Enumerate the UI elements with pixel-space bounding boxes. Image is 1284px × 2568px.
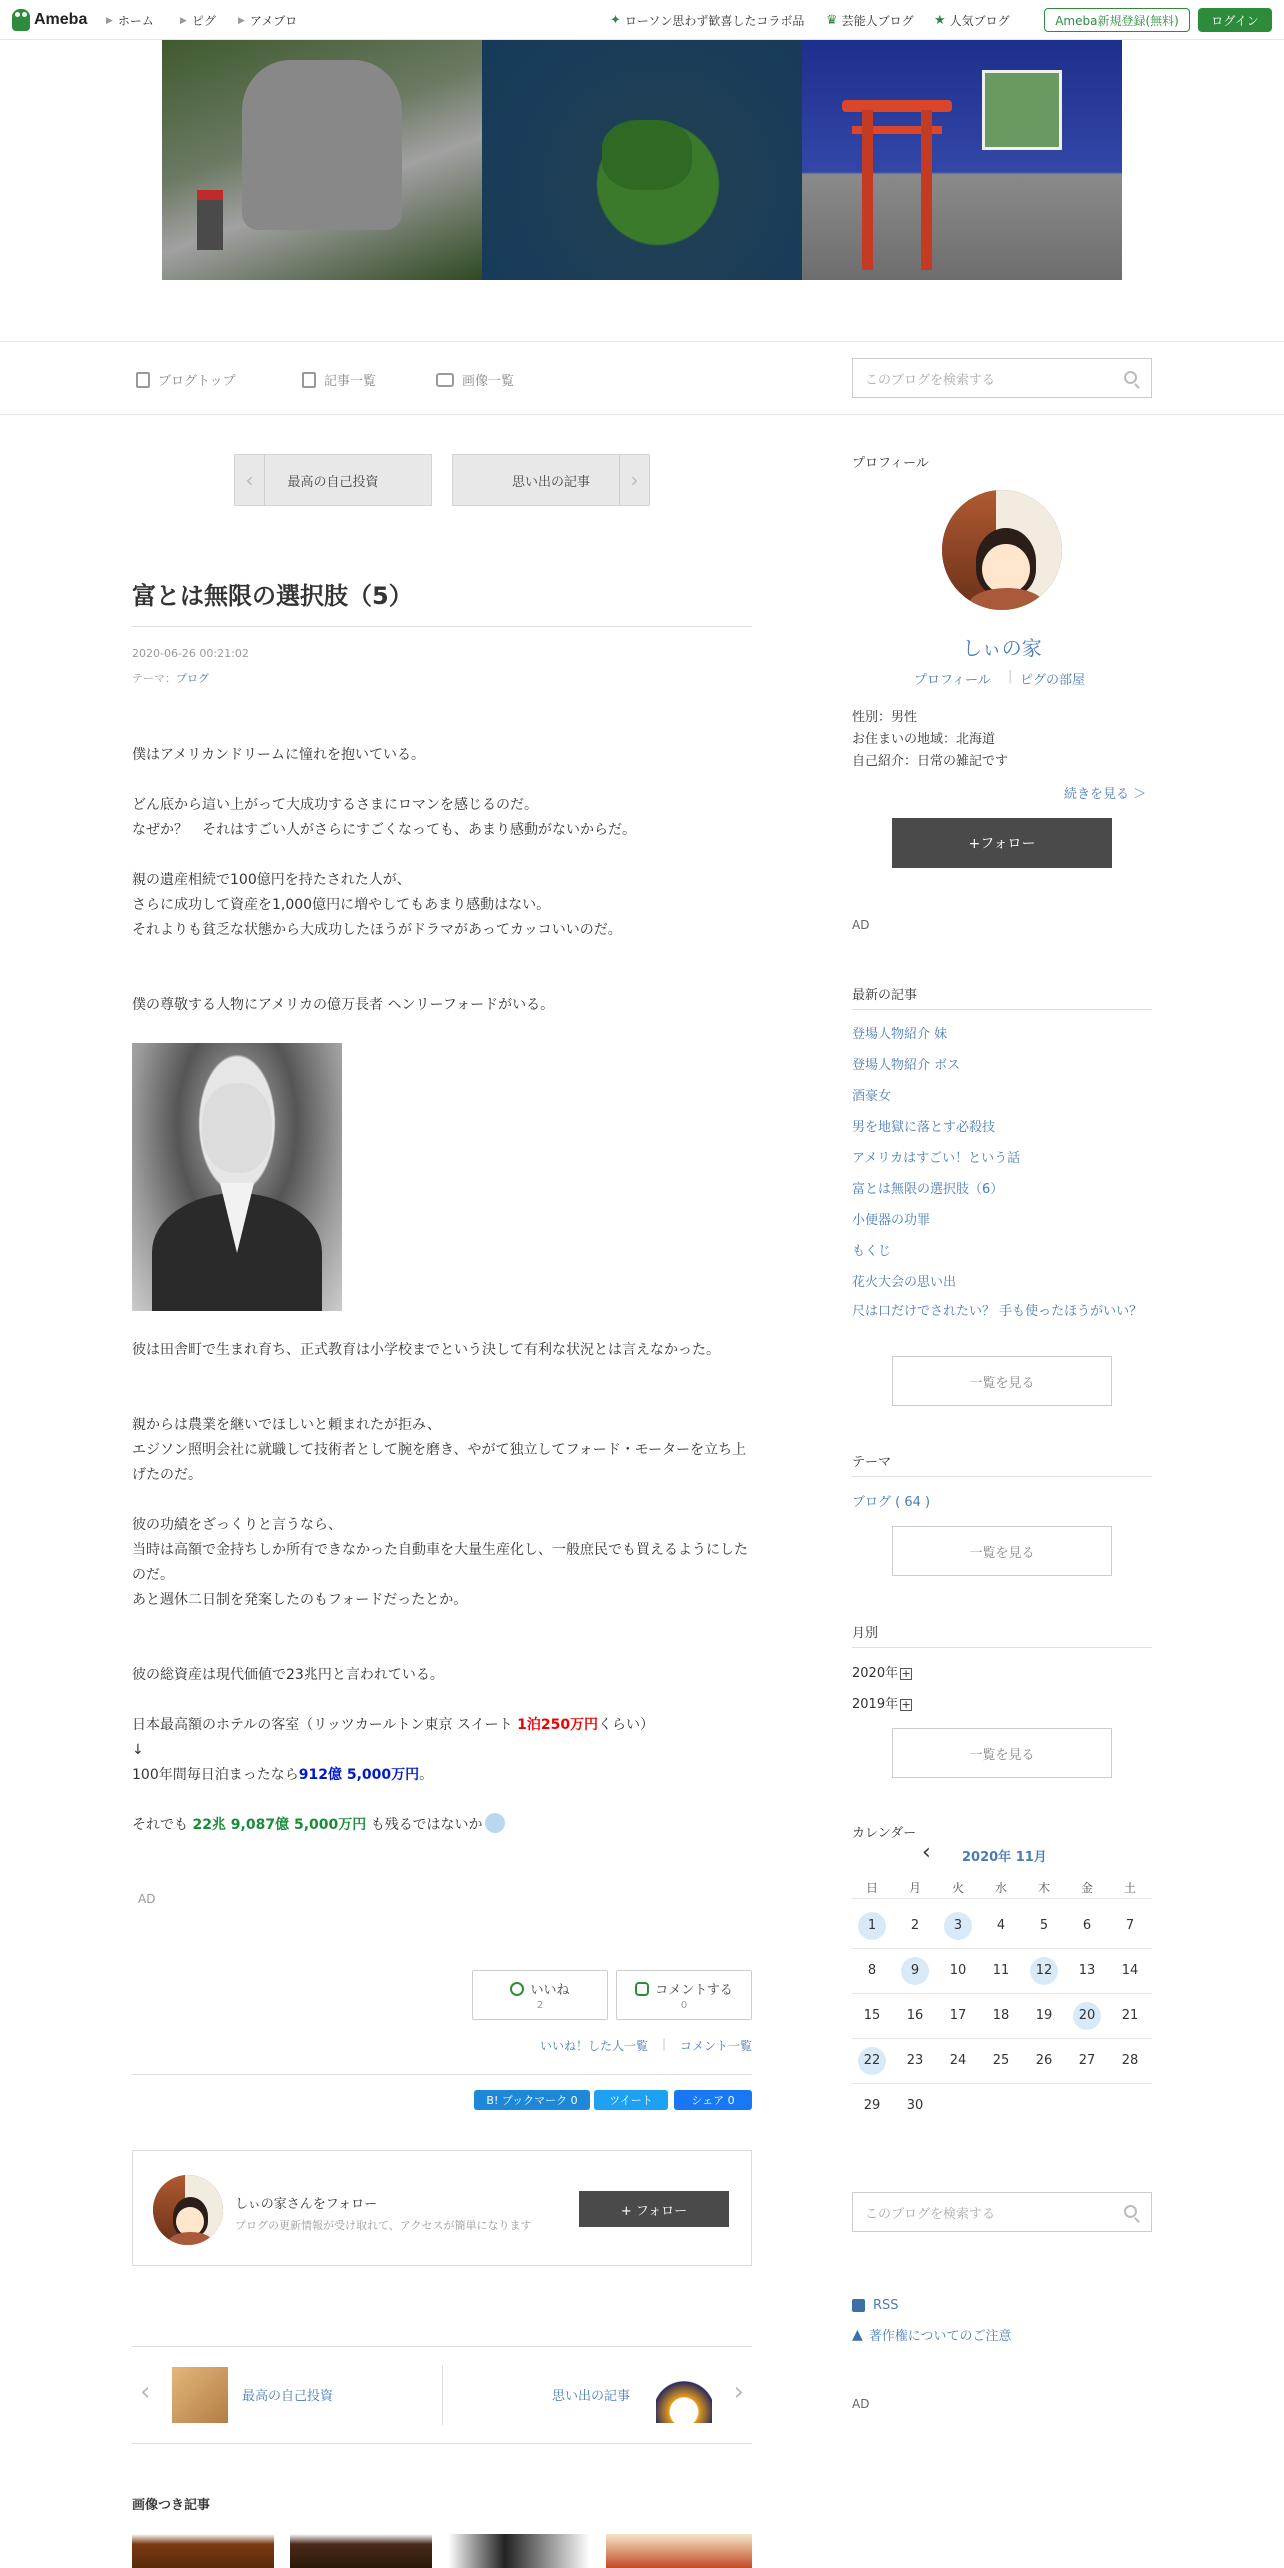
recent-article-link[interactable]: 富とは無限の選択肢（6） [852, 1182, 1004, 1197]
camera-icon [436, 373, 454, 387]
subnav-blog-top[interactable]: ブログトップ [136, 370, 236, 389]
calendar-day[interactable]: 12 [1030, 1957, 1058, 1985]
calendar-day: 25 [992, 2053, 1010, 2068]
warning-icon: ▲ [852, 2326, 863, 2343]
smile-icon [510, 1982, 524, 1996]
expand-icon[interactable]: + [901, 1698, 911, 1711]
ad-label: AD [138, 1892, 156, 1906]
tweet-button[interactable]: ツイート [594, 2090, 668, 2110]
paragraph: 親からは農業を継いでほしいと頼まれたが拒み、 エジソン照明会社に就職して技術者として腕を磨き、やがて独立してフォード・モーターを立ち上げたのだ。 [132, 1417, 747, 1483]
calendar-day: 4 [996, 1918, 1006, 1933]
nav-ameblo[interactable]: ▶ アメブロ [238, 14, 298, 28]
calendar-day: 8 [867, 1963, 877, 1978]
image-articles-heading: 画像つき記事 [132, 2498, 211, 2513]
crown-icon: ♛ [826, 13, 838, 28]
calendar-day: 26 [1035, 2053, 1053, 2068]
calendar-day: 14 [1121, 1963, 1139, 1978]
comment-icon [635, 1982, 649, 1996]
ad-label: AD [852, 2397, 870, 2411]
recent-article-link[interactable]: 酒豪女 [852, 1089, 892, 1104]
hot-link-celebrity[interactable]: ♛ 芸能人ブログ [826, 13, 914, 28]
paragraph: どん底から這い上がって大成功するさまにロマンを感じるのだ。 なぜか？ それはすごい人がさらにすごくなっても、あまり感動がないからだ。 [132, 797, 636, 838]
recent-article-link[interactable]: 男を地獄に落とす必殺技 [852, 1120, 996, 1135]
recent-article-link[interactable]: 花火大会の思い出 [852, 1275, 957, 1290]
copy-icon [302, 372, 316, 388]
divider [852, 1647, 1152, 1648]
month-2019[interactable]: 2019年 + [852, 1697, 911, 1712]
recent-article-link[interactable]: 登場人物紹介 妹 [852, 1027, 948, 1042]
recent-more-button[interactable]: 一覧を見る [892, 1356, 1112, 1406]
blog-header-image[interactable] [162, 40, 1122, 280]
banner-panel-pond [482, 40, 802, 280]
article-title[interactable]: 富とは無限の選択肢（5） [132, 582, 413, 610]
follow-box-desc: ブログの更新情報が受け取れて、アクセスが簡単になります [235, 2219, 532, 2232]
comment-button[interactable]: コメントする 0 [616, 1970, 752, 2020]
follow-button[interactable]: + フォロー [579, 2191, 729, 2227]
calendar-day: 30 [906, 2098, 924, 2113]
paragraph: 彼は田舎町で生まれ育ち、正式教育は小学校までという決して有利な状況とは言えなかった。 [132, 1342, 720, 1358]
paragraph: それでも 22兆 9,087億 5,000万円 も残るではないか [132, 1813, 752, 1838]
calendar-weekday: 日 [865, 1881, 878, 1895]
rss-link[interactable]: RSS [852, 2298, 899, 2313]
calendar-weekday: 木 [1037, 1881, 1050, 1895]
rss-icon [852, 2299, 865, 2312]
recent-heading: 最新の記事 [852, 988, 918, 1003]
recent-article-link[interactable]: もくじ [852, 1244, 892, 1259]
prev-article-thumbnail [172, 2367, 228, 2423]
calendar-day[interactable]: 20 [1073, 2002, 1101, 2030]
nav-home[interactable]: ▶ ホーム [106, 14, 154, 28]
calendar-day[interactable]: 1 [858, 1912, 886, 1940]
profile-info: 性別：男性 お住まいの地域：北海道 自己紹介：日常の雑記です [852, 710, 1009, 769]
calendar-day: 23 [906, 2053, 924, 2068]
blog-subnav [0, 341, 1284, 415]
recent-article-link[interactable]: 小便器の功罪 [852, 1213, 931, 1228]
prev-article-link[interactable]: ‹ 最高の自己投資 [132, 2347, 442, 2443]
month-heading: 月別 [852, 1626, 879, 1641]
calendar-day: 7 [1125, 1918, 1135, 1933]
calendar-day: 10 [949, 1963, 967, 1978]
sparkle-icon: ✦ [610, 13, 621, 28]
calendar-day[interactable]: 9 [901, 1957, 929, 1985]
divider [132, 626, 752, 627]
profile-link[interactable]: プロフィール [914, 673, 991, 688]
calendar-day: 13 [1078, 1963, 1096, 1978]
calendar-weekday: 土 [1123, 1881, 1136, 1895]
search-icon[interactable] [1124, 371, 1137, 384]
next-article-thumbnail [656, 2367, 712, 2423]
sidebar-search-input[interactable]: このブログを検索する [852, 2192, 1152, 2232]
next-article-link[interactable]: 思い出の記事 › [443, 2347, 752, 2443]
paragraph: 僕はアメリカンドリームに憧れを抱いている。 [132, 747, 426, 763]
divider [852, 1009, 1152, 1010]
profile-name[interactable]: しぃの家 [962, 636, 1042, 660]
calendar-day[interactable]: 3 [944, 1912, 972, 1940]
like-button[interactable]: いいね 2 [472, 1970, 608, 2020]
separator: | [1008, 669, 1013, 684]
theme-heading: テーマ [852, 1455, 892, 1470]
separator: | [662, 2037, 667, 2051]
comments-list-link[interactable]: コメント一覧 [680, 2039, 753, 2053]
money-emoji-icon [485, 1813, 505, 1833]
theme-link[interactable]: ブログ [176, 672, 209, 685]
henry-ford-photo[interactable] [132, 1043, 342, 1311]
recent-article-link[interactable]: 登場人物紹介 ボス [852, 1058, 961, 1073]
calendar-row-divider [852, 1993, 1152, 1994]
calendar-day: 16 [906, 2008, 924, 2023]
facebook-share-button[interactable]: シェア 0 [674, 2090, 752, 2110]
calendar-day: 28 [1121, 2053, 1139, 2068]
calendar-day[interactable]: 22 [858, 2047, 886, 2075]
image-article-thumb[interactable] [290, 2534, 432, 2568]
article-pager-bottom [132, 2346, 752, 2444]
comment-count: 0 [680, 2000, 688, 2011]
calendar-prev-icon[interactable]: ‹ [922, 1840, 931, 1865]
calendar-day: 29 [863, 2098, 881, 2113]
chevron-left-icon: ‹ [140, 2377, 151, 2407]
article-theme: テーマ：ブログ [132, 672, 209, 685]
follow-box [132, 2150, 752, 2266]
hatena-bookmark-button[interactable]: B! ブックマーク 0 [474, 2090, 590, 2110]
paragraph: 日本最高額のホテルの客室（リッツカールトン東京 スイート 1泊250万円くらい） ↓ 100年間毎日泊まったなら912億 5,000万円。 [132, 1717, 655, 1783]
chevron-right-icon: ▶ [238, 15, 245, 26]
calendar-month: 2020年 11月 [962, 1850, 1047, 1865]
subnav-article-list[interactable]: 記事一覧 [302, 370, 376, 389]
follow-box-title: しぃの家さんをフォロー [235, 2197, 378, 2212]
nav-pig[interactable]: ▶ ピグ [180, 14, 216, 28]
calendar-weekday: 金 [1080, 1881, 1093, 1895]
chevron-right-icon: › [619, 455, 649, 505]
image-article-thumb[interactable] [448, 2534, 590, 2568]
profile-more-link[interactable]: 続きを見る ＞ [1064, 787, 1147, 802]
calendar-day: 27 [1078, 2053, 1096, 2068]
calendar-row-divider [852, 1948, 1152, 1949]
chevron-right-icon: › [733, 2377, 744, 2407]
star-icon: ★ [934, 13, 946, 28]
theme-link[interactable]: ブログ ( 64 ) [852, 1495, 931, 1510]
search-icon[interactable] [1124, 2205, 1137, 2218]
calendar-weekday: 水 [994, 1881, 1007, 1895]
month-more-button[interactable]: 一覧を見る [892, 1728, 1112, 1778]
sidebar-follow-button[interactable]: +フォロー [892, 818, 1112, 868]
subnav-image-list[interactable]: 画像一覧 [436, 370, 514, 389]
theme-more-button[interactable]: 一覧を見る [892, 1526, 1112, 1576]
paragraph: 彼の功績をざっくりと言うなら、 当時は高額で金持ちしか所有できなかった自動車を大量生産化し、一般庶民でも買えるようにしたのだ。 あと週休二日制を発案したのもフォードだったとか。 [132, 1517, 748, 1608]
calendar-day: 19 [1035, 2008, 1053, 2023]
calendar-day: 18 [992, 2008, 1010, 2023]
global-header [0, 0, 1284, 40]
article-date: 2020-06-26 00:21:02 [132, 647, 249, 660]
copyright-link[interactable]: ▲ 著作権についてのご注意 [852, 2326, 1012, 2344]
hot-link-popular[interactable]: ★ 人気ブログ [934, 13, 1010, 28]
paragraph: 親の遺産相続で100億円を持たされた人が、 さらに成功して資産を1,000億円に増やしてもあまり感動はない。 それよりも貧乏な状態から大成功したほうがドラマがあってカッコいいのだ。 [132, 872, 622, 938]
month-2020[interactable]: 2020年 + [852, 1666, 911, 1681]
calendar-row-divider [852, 2083, 1152, 2084]
divider [852, 1476, 1152, 1477]
recent-article-link[interactable]: 尺は口だけでされたい？ 手も使ったほうがいい？ [852, 1304, 1143, 1319]
paragraph: 彼の総資産は現代価値で23兆円と言われている。 [132, 1667, 444, 1683]
calendar-day: 2 [910, 1918, 920, 1933]
liked-users-link[interactable]: いいね！した人一覧 [540, 2039, 649, 2053]
calendar-day: 21 [1121, 2008, 1139, 2023]
image-article-thumb[interactable] [606, 2534, 752, 2568]
calendar-weekday: 月 [908, 1881, 921, 1895]
profile-heading: プロフィール [852, 456, 929, 471]
banner-panel-shrine [802, 40, 1122, 280]
ameba-logo[interactable]: Ameba [12, 8, 87, 32]
document-icon [136, 372, 150, 388]
calendar-row-divider [852, 1898, 1152, 1899]
calendar-day: 6 [1082, 1918, 1092, 1933]
calendar-day: 15 [863, 2008, 881, 2023]
next-article-button[interactable]: 思い出の記事 › [452, 454, 650, 506]
prev-article-button[interactable]: ‹ 最高の自己投資 [234, 454, 432, 506]
register-button[interactable]: Ameba新規登録(無料) [1044, 8, 1190, 32]
banner-panel-rocks [162, 40, 482, 280]
paragraph: 僕の尊敬する人物にアメリカの億万長者 ヘンリーフォードがいる。 [132, 997, 555, 1013]
calendar-day: 24 [949, 2053, 967, 2068]
hot-link-lawson[interactable]: ✦ ローソン思わず歓喜したコラボ品 [610, 13, 805, 28]
calendar-heading: カレンダー [852, 1826, 917, 1841]
pig-room-link[interactable]: ピグの部屋 [1020, 673, 1086, 688]
image-article-thumb[interactable] [132, 2534, 274, 2568]
calendar-day: 17 [949, 2008, 967, 2023]
recent-article-link[interactable]: アメリカはすごい！という話 [852, 1151, 1021, 1166]
chevron-left-icon: ‹ [235, 455, 265, 505]
divider [132, 2074, 752, 2075]
profile-avatar[interactable] [942, 490, 1062, 610]
chevron-right-icon: ▶ [180, 15, 187, 26]
calendar-day: 5 [1039, 1918, 1049, 1933]
like-count: 2 [536, 2000, 544, 2011]
ad-label: AD [852, 918, 870, 932]
calendar-day: 11 [992, 1963, 1010, 1978]
expand-icon[interactable]: + [901, 1667, 911, 1680]
calendar-weekday: 火 [951, 1881, 964, 1895]
blog-avatar[interactable] [153, 2175, 223, 2245]
calendar-row-divider [852, 2038, 1152, 2039]
chevron-right-icon: ▶ [106, 15, 113, 26]
login-button[interactable]: ログイン [1198, 8, 1272, 32]
frog-logo-icon [12, 9, 30, 31]
blog-search-input[interactable]: このブログを検索する [852, 358, 1152, 398]
